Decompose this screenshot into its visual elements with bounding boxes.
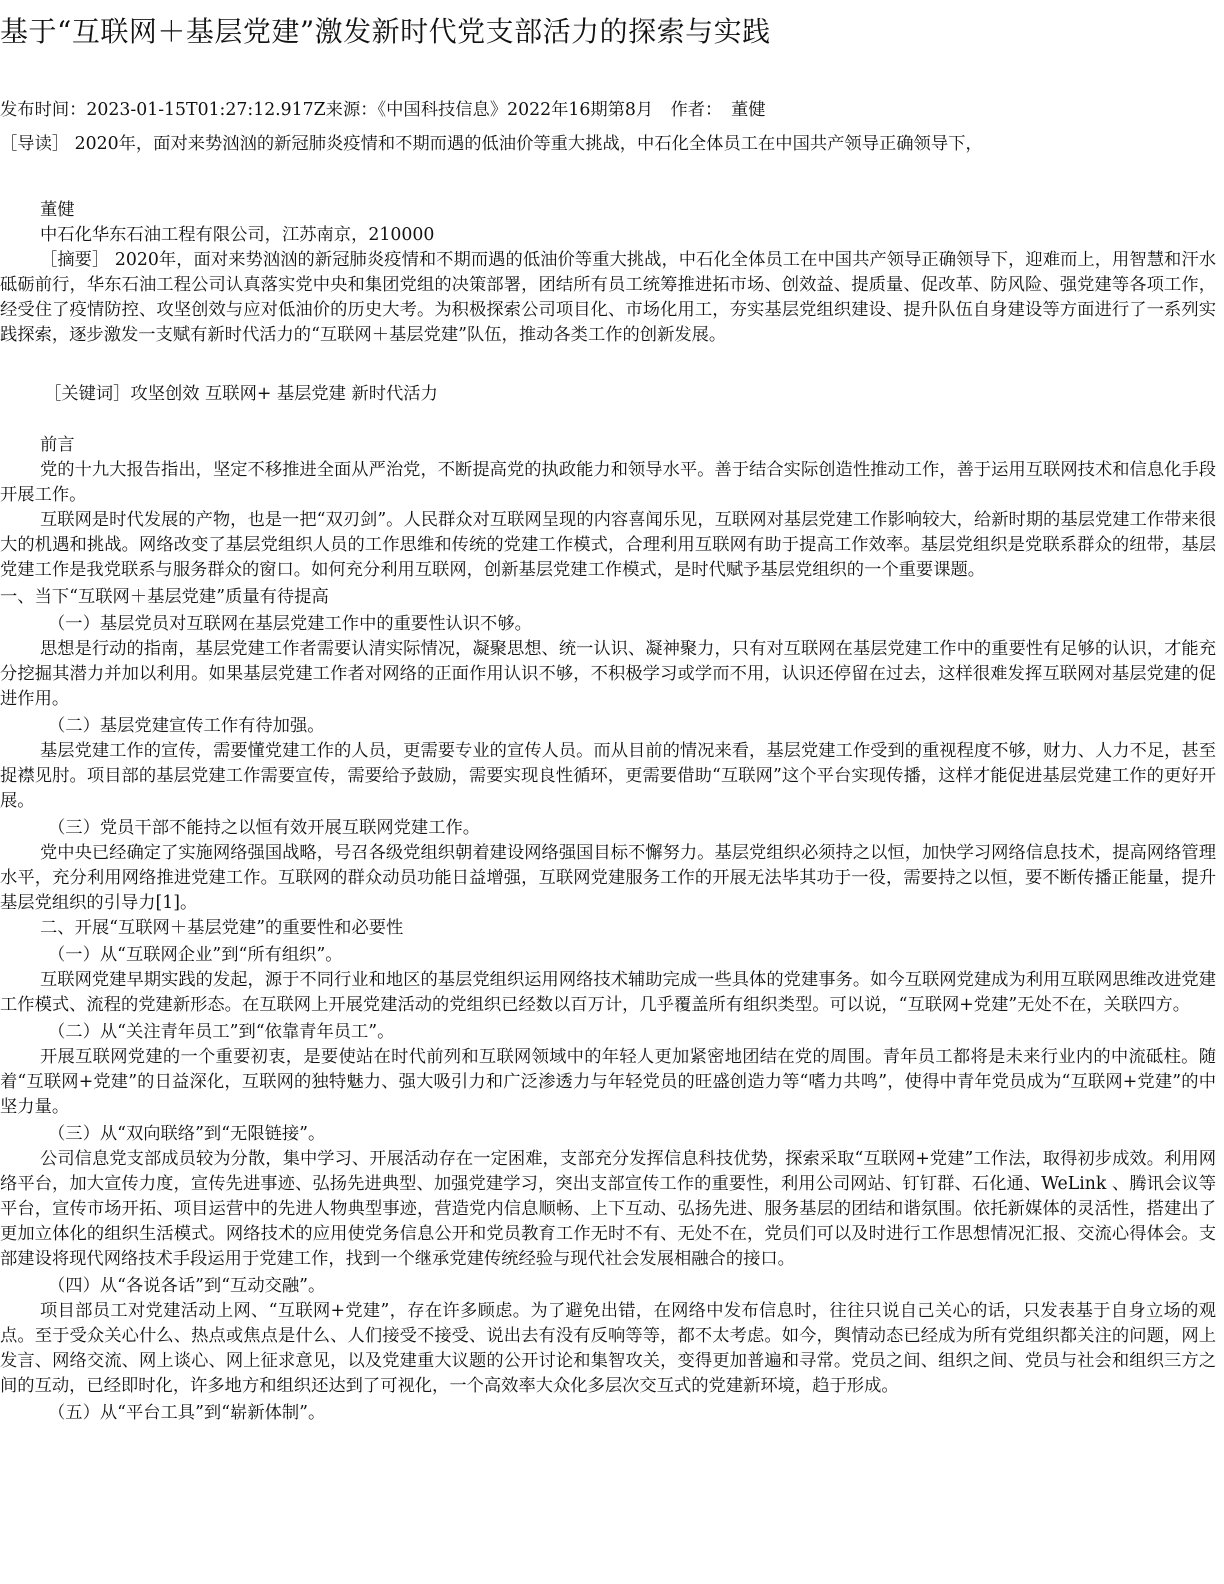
subsection-heading: （二）从“关注青年员工”到“依靠青年员工”。 [48, 1022, 395, 1042]
body-paragraph: 互联网党建早期实践的发起，源于不同行业和地区的基层党组织运用网络技术辅助完成一些具体的党建事务。如今互联网党建成为利用互联网思维改进党建工作模式、流程的党建新形态。在互联网上开展党建活动的党组织已经数以百万计，几乎覆盖所有组织类型。可以说，“互联网+党建”无处不在，关联四方。 [0, 970, 1216, 1015]
article-lead: ［导读］ 2020年，面对来势汹汹的新冠肺炎疫情和不期而遇的低油价等重大挑战，中石化全体员工在中国共产领导正确领导下， [0, 134, 983, 154]
body-paragraph: 公司信息党支部成员较为分散，集中学习、开展活动存在一定困难，支部充分发挥信息科技优势，探索采取“互联网+党建”工作法，取得初步成效。利用网络平台，加大宣传力度，宣传先进事迹、弘扬先进典型、加强党建学习，突出支部宣传工作的重要性，利用公司网站、钉钉群、石化通、WeLink 、腾讯会议等平台，宣传市场开拓、项目运营中的先进人物典型事迹，营造党内信息顺畅、上下互动、弘扬先进、服务基层的团结和谐氛围。依托新媒体的灵活性，搭建出了更加立体化的组织生活模式。网络技术的应用使党务信息公开和党员教育工作无时不有、无处不在，党员们可以及时进行工作思想情况汇报、交流心得体会。支部建设将现代网络技术手段运用于党建工作，找到一个继承党建传统经验与现代社会发展相融合的接口。 [0, 1149, 1216, 1269]
body-paragraph: 党中央已经确定了实施网络强国战略，号召各级党组织朝着建设网络强国目标不懈努力。基层党组织必须持之以恒，加快学习网络信息技术，提高网络管理水平，充分利用网络推进党建工作。互联网的群众动员功能日益增强，互联网党建服务工作的开展无法毕其功于一役，需要持之以恒，要不断传播正能量，提升基层党组织的引导力[1]。 [0, 843, 1216, 913]
preface-paragraph: 党的十九大报告指出，坚定不移推进全面从严治党，不断提高党的执政能力和领导水平。善于结合实际创造性推动工作，善于运用互联网技术和信息化手段开展工作。 [0, 460, 1216, 505]
subsection-heading: （三）从“双向联络”到“无限链接”。 [48, 1124, 326, 1144]
author-affiliation: 中石化华东石油工程有限公司，江苏南京，210000 [40, 225, 435, 245]
subsection-heading: （五）从“平台工具”到“崭新体制”。 [48, 1403, 326, 1423]
article-title: 基于“互联网＋基层党建”激发新时代党支部活力的探索与实践 [0, 15, 771, 48]
body-paragraph: 项目部员工对党建活动上网、“互联网+党建”，存在许多顾虑。为了避免出错，在网络中发布信息时，往往只说自己关心的话，只发表基于自身立场的观点。至于受众关心什么、热点或焦点是什么、人们接受不接受、说出去有没有反响等等，都不太考虑。如今，舆情动态已经成为所有党组织都关注的问题，网上发言、网络交流、网上谈心、网上征求意见，以及党建重大议题的公开讨论和集智攻关，变得更加普遍和寻常。党员之间、组织之间、党员与社会和组织三方之间的互动，已经即时化，许多地方和组织还达到了可视化，一个高效率大众化多层次交互式的党建新环境，趋于形成。 [0, 1301, 1216, 1396]
subsection-heading: （一）基层党员对互联网在基层党建工作中的重要性认识不够。 [48, 614, 532, 634]
section-heading: 一、当下“互联网＋基层党建”质量有待提高 [0, 587, 329, 607]
preface-paragraph: 互联网是时代发展的产物，也是一把“双刃剑”。人民群众对互联网呈现的内容喜闻乐见，互联网对基层党建工作影响较大，给新时期的基层党建工作带来很大的机遇和挑战。网络改变了基层党组织人员的工作思维和传统的党建工作模式，合理利用互联网有助于提高工作效率。基层党组织是党联系群众的纽带，基层党建工作是我党联系与服务群众的窗口。如何充分利用互联网，创新基层党建工作模式，是时代赋予基层党组织的一个重要课题。 [0, 510, 1216, 580]
abstract: ［摘要］ 2020年，面对来势汹汹的新冠肺炎疫情和不期而遇的低油价等重大挑战，中石化全体员工在中国共产领导正确领导下，迎难而上，用智慧和汗水砥砺前行，华东石油工程公司认真落实党中央和集团党组的决策部署，团结所有员工统筹推进拓市场、创效益、提质量、促改革、防风险、强党建等各项工作，经受住了疫情防控、攻坚创效与应对低油价的历史大考。为积极探索公司项目化、市场化用工，夯实基层党组织建设、提升队伍自身建设等方面进行了一系列实践探索，逐步激发一支赋有新时代活力的“互联网＋基层党建”队伍，推动各类工作的创新发展。 [0, 250, 1216, 345]
subsection-heading: （二）基层党建宣传工作有待加强。 [48, 716, 325, 736]
preface-heading: 前言 [40, 435, 75, 455]
subsection-heading: （一）从“互联网企业”到“所有组织”。 [48, 945, 343, 965]
author-name: 董健 [40, 200, 75, 220]
subsection-heading: （四）从“各说各话”到“互动交融”。 [48, 1276, 326, 1296]
section-heading: 二、开展“互联网＋基层党建”的重要性和必要性 [40, 918, 404, 938]
subsection-heading: （三）党员干部不能持之以恒有效开展互联网党建工作。 [48, 818, 481, 838]
body-paragraph: 开展互联网党建的一个重要初衷，是要使站在时代前列和互联网领域中的年轻人更加紧密地团结在党的周围。青年员工都将是未来行业内的中流砥柱。随着“互联网+党建”的日益深化，互联网的独特魅力、强大吸引力和广泛渗透力与年轻党员的旺盛创造力等“嗜力共鸣”，使得中青年党员成为“互联网+党建”的中坚力量。 [0, 1047, 1216, 1117]
keywords: ［关键词］攻坚创效 互联网+ 基层党建 新时代活力 [44, 384, 438, 404]
article-meta: 发布时间：2023-01-15T01:27:12.917Z来源：《中国科技信息》2022年16期第8月 作者： 董健 [0, 100, 766, 120]
body-paragraph: 思想是行动的指南，基层党建工作者需要认清实际情况，凝聚思想、统一认识、凝神聚力，只有对互联网在基层党建工作中的重要性有足够的认识，才能充分挖掘其潜力并加以利用。如果基层党建工作者对网络的正面作用认识不够，不积极学习或学而不用，认识还停留在过去，这样很难发挥互联网对基层党建的促进作用。 [0, 639, 1216, 709]
body-paragraph: 基层党建工作的宣传，需要懂党建工作的人员，更需要专业的宣传人员。而从目前的情况来看，基层党建工作受到的重视程度不够，财力、人力不足，甚至捉襟见肘。项目部的基层党建工作需要宣传，需要给予鼓励，需要实现良性循环，更需要借助“互联网”这个平台实现传播，这样才能促进基层党建工作的更好开展。 [0, 741, 1216, 811]
